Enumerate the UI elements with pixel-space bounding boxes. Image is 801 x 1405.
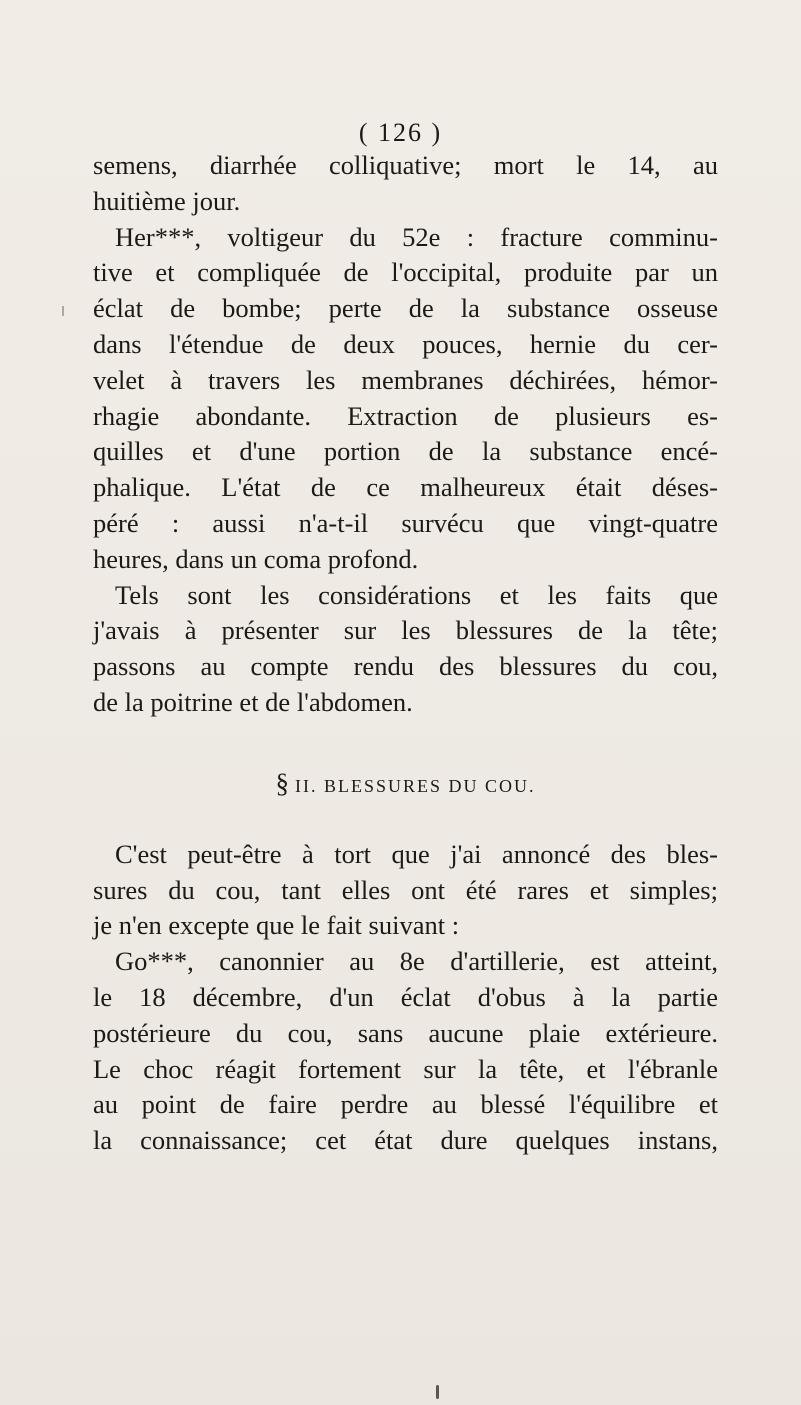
text-line: velet à travers les membranes déchirées, hémor-	[93, 364, 718, 395]
text-line: péré : aussi n'a-t-il survécu que vingt-quatre	[93, 507, 718, 538]
text-line: C'est peut-être à tort que j'ai annoncé des bles-	[115, 838, 718, 869]
paragraph	[93, 148, 718, 220]
paper-speck	[436, 1385, 439, 1399]
section-heading	[93, 763, 718, 803]
text-line: rhagie abondante. Extraction de plusieurs es-	[93, 400, 718, 431]
text-line: huitième jour.	[93, 185, 241, 216]
text-line: postérieure du cou, sans aucune plaie extérieure.	[93, 1017, 718, 1048]
text-line: Her***, voltigeur du 52e : fracture comminu-	[115, 221, 718, 252]
text-line: la connaissance; cet état dure quelques instans,	[93, 1125, 718, 1156]
paragraph	[93, 220, 718, 578]
text-line: au point de faire perdre au blessé l'équilibre et	[93, 1089, 718, 1120]
text-line: phalique. L'état de ce malheureux était déses-	[93, 472, 718, 503]
text-line: Le choc réagit fortement sur la tête, et l'ébranle	[93, 1053, 718, 1084]
text-line: semens, diarrhée colliquative; mort le 14, au	[93, 150, 718, 180]
text-line: j'avais à présenter sur les blessures de la tête;	[93, 615, 718, 646]
text-line: de la poitrine et de l'abdomen.	[93, 686, 413, 717]
text-line: éclat de bombe; perte de la substance osseuse	[93, 293, 718, 324]
section-symbol: §	[275, 767, 289, 798]
text-line: sures du cou, tant elles ont été rares et simples;	[93, 874, 718, 905]
text-line: dans l'étendue de deux pouces, hernie du cer-	[93, 328, 718, 359]
text-line: je n'en excepte que le fait suivant :	[93, 910, 460, 941]
paragraph	[93, 944, 718, 1159]
paper-speck	[62, 306, 64, 316]
text-line: Go***, canonnier au 8e d'artillerie, est atteint,	[115, 946, 718, 977]
page-number: ( 126 )	[358, 118, 443, 147]
page-body	[93, 148, 718, 1159]
section-title-text: II. BLESSURES DU COU.	[294, 775, 536, 796]
text-line: Tels sont les considérations et les faits que	[115, 579, 718, 610]
text-line: passons au compte rendu des blessures du cou,	[93, 651, 718, 682]
text-line: tive et compliquée de l'occipital, produite par un	[93, 257, 718, 288]
paragraph	[93, 837, 718, 944]
text-line: heures, dans un coma profond.	[93, 543, 419, 574]
text-line: quilles et d'une portion de la substance encé-	[93, 436, 718, 467]
text-line: le 18 décembre, d'un éclat d'obus à la partie	[93, 981, 718, 1012]
paragraph	[93, 578, 718, 721]
